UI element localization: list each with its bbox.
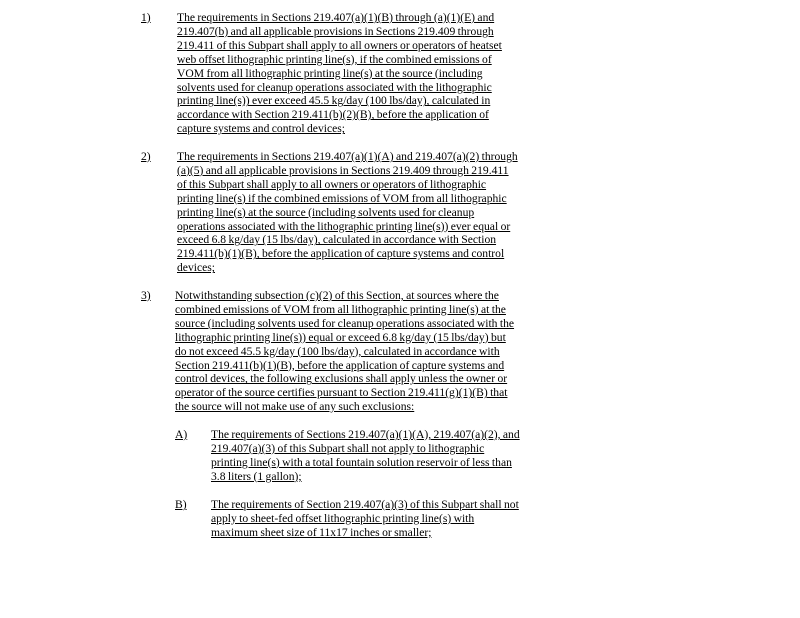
text-line: operator of the source certifies pursuant to Section 219.411(g)(1)(B) that	[175, 386, 508, 400]
text-line: printing line(s) with a total fountain solution reservoir of less than	[211, 455, 512, 469]
text-line: lithographic printing line(s)) equal or exceed 6.8 kg/day (15 lbs/day) but	[175, 330, 506, 344]
text-line: web offset lithographic printing line(s), if the combined emissions of	[177, 52, 492, 66]
text-line: do not exceed 45.5 kg/day (100 lbs/day), calculated in accordance with	[175, 344, 500, 358]
text-line: operations associated with the lithographic printing line(s)) ever equal or	[177, 219, 511, 233]
text-line: devices;	[177, 261, 215, 275]
text-line: The requirements in Sections 219.407(a)(1)(B) through (a)(1)(E) and	[177, 11, 495, 24]
text-line: solvents used for cleanup operations associated with the lithographic	[177, 80, 492, 94]
item-2-text	[177, 150, 518, 275]
text-line: control devices, the following exclusions shall apply unless the owner or	[175, 372, 508, 386]
text-line: printing line(s)) ever exceed 45.5 kg/day (100 lbs/day), calculated in	[177, 94, 491, 108]
text-line: the source will not make use of any such exclusions:	[175, 400, 415, 414]
item-3-text	[175, 289, 514, 414]
text-line: printing line(s) at the source (including solvents used for cleanup	[177, 205, 475, 219]
text-line: 219.407(b) and all applicable provisions in Sections 219.409 through	[177, 24, 494, 38]
text-line: (a)(5) and all applicable provisions in Sections 219.409 through 219.411	[177, 163, 509, 177]
text-line: Notwithstanding subsection (c)(2) of this Section, at sources where the	[175, 289, 499, 302]
item-3-number: 3)	[141, 289, 151, 302]
item-3a-text	[211, 428, 520, 484]
text-line: exceed 6.8 kg/day (15 lbs/day), calculated in accordance with Section	[177, 233, 497, 247]
text-line: 219.407(a)(3) of this Subpart shall not apply to lithographic	[211, 441, 485, 455]
text-line: 3.8 liters (1 gallon);	[211, 469, 302, 483]
item-1-number: 1)	[141, 11, 151, 24]
text-line: accordance with Section 219.411(b)(2)(B), before the application of	[177, 108, 489, 122]
text-line: 219.411 of this Subpart shall apply to all owners or operators of heatset	[177, 38, 502, 52]
text-line: The requirements of Section 219.407(a)(3) of this Subpart shall not	[211, 498, 519, 511]
item-1-text	[177, 11, 502, 136]
text-line: maximum sheet size of 11x17 inches or smaller;	[211, 525, 432, 539]
item-3b-text	[211, 498, 519, 540]
text-line: source (including solvents used for cleanup operations associated with the	[175, 316, 515, 330]
text-line: The requirements of Sections 219.407(a)(1)(A), 219.407(a)(2), and	[211, 428, 520, 441]
text-line: Section 219.411(b)(1)(B), before the application of capture systems and	[175, 358, 505, 372]
text-line: 219.411(b)(1)(B), before the application of capture systems and control	[177, 247, 505, 261]
item-3a-letter: A)	[175, 428, 188, 441]
text-line: printing line(s) if the combined emissions of VOM from all lithographic	[177, 191, 507, 205]
text-line: VOM from all lithographic printing line(s) at the source (including	[177, 66, 483, 80]
text-line: capture systems and control devices;	[177, 122, 345, 136]
item-3b-letter: B)	[175, 498, 187, 511]
item-2-number: 2)	[141, 150, 151, 163]
text-line: of this Subpart shall apply to all owners or operators of lithographic	[177, 177, 487, 191]
text-line: The requirements in Sections 219.407(a)(1)(A) and 219.407(a)(2) through	[177, 150, 518, 163]
text-line: apply to sheet-fed offset lithographic printing line(s) with	[211, 511, 475, 525]
text-line: combined emissions of VOM from all lithographic printing line(s) at the	[175, 302, 506, 316]
